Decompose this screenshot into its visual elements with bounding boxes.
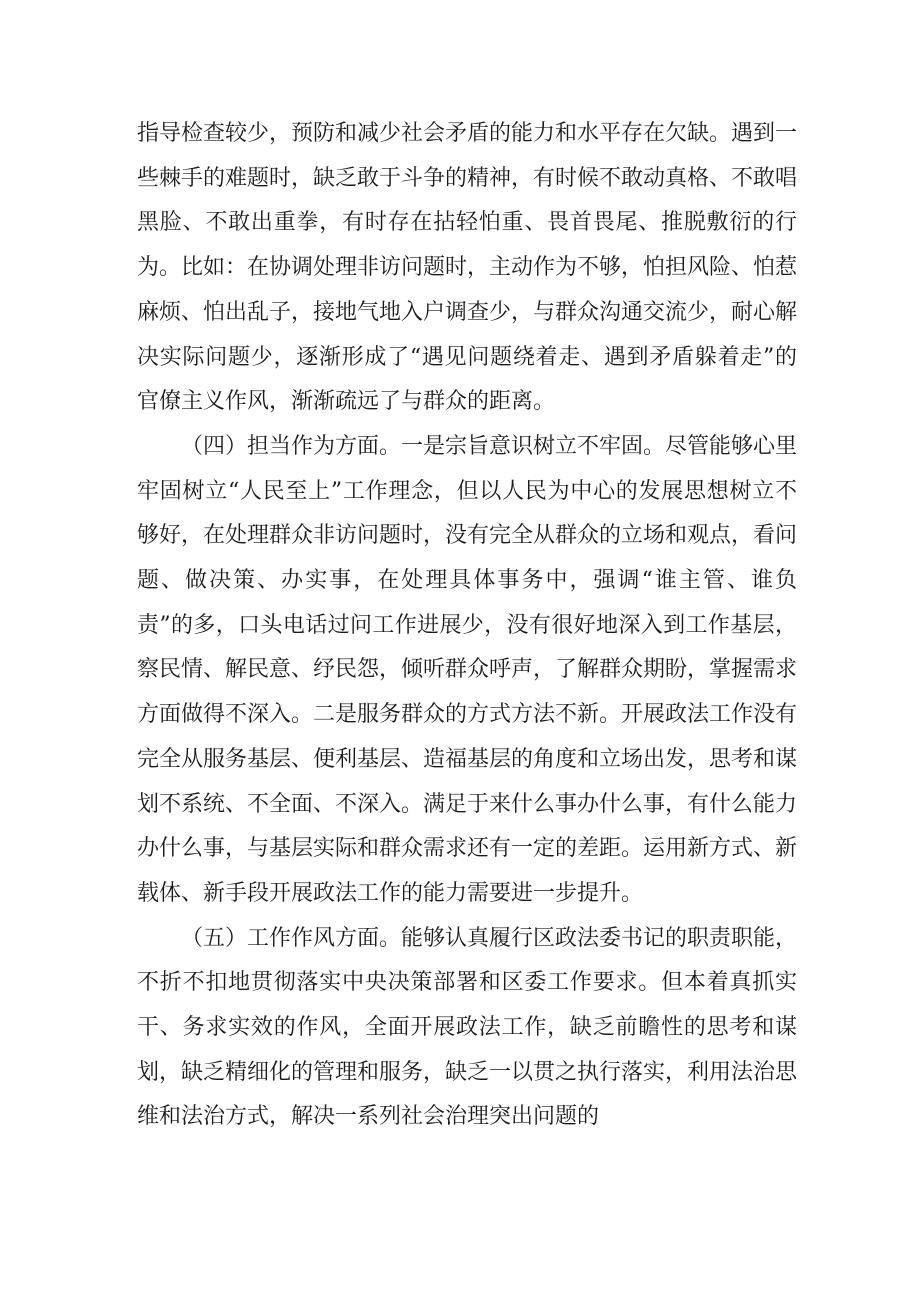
paragraph-section-4: （四）担当作为方面。一是宗旨意识树立不牢固。尽管能够心里牢固树立“人民至上”工作理念，但以人民为中心的发展思想树立不够好，在处理群众非访问题时，没有完全从群众的立场和观点，看问题、做决策、办实事，在处理具体事务中，强调“谁主管、谁负责”的多，口头电话过问工作进展少，没有很好地深入到工作基层，察民情、解民意、纾民怨，倾听群众呼声，了解群众期盼，掌握需求方面做得不深入。二是服务群众的方式方法不新。开展政法工作没有完全从服务基层、便利基层、造福基层的角度和立场出发，思考和谋划不系统、不全面、不深入。满足于来什么事办什么事，有什么能力办什么事，与基层实际和群众需求还有一定的差距。运用新方式、新载体、新手段开展政法工作的能力需要进一步提升。: [137, 433, 798, 906]
document-body: [137, 112, 797, 1140]
paragraph-section-5: （五）工作作风方面。能够认真履行区政法委书记的职责职能，不折不扣地贯彻落实中央决策部署和区委工作要求。但本着真抓实干、务求实效的作风，全面开展政法工作，缺乏前瞻性的思考和谋划，缺乏精细化的管理和服务，缺乏一以贯之执行落实，利用法治思维和法治方式，解决一系列社会治理突出问题的: [137, 925, 798, 1130]
paragraph-continued: 指导检查较少，预防和减少社会矛盾的能力和水平存在欠缺。遇到一些棘手的难题时，缺乏敢于斗争的精神，有时候不敢动真格、不敢唱黑脸、不敢出重拳，有时存在拈轻怕重、畏首畏尾、推脱敷衍的行为。比如：在协调处理非访问题时，主动作为不够，怕担风险、怕惹麻烦、怕出乱子，接地气地入户调查少，与群众沟通交流少，耐心解决实际问题少，逐渐形成了“遇见问题绕着走、遇到矛盾躲着走”的官僚主义作风，渐渐疏远了与群众的距离。: [137, 121, 798, 415]
